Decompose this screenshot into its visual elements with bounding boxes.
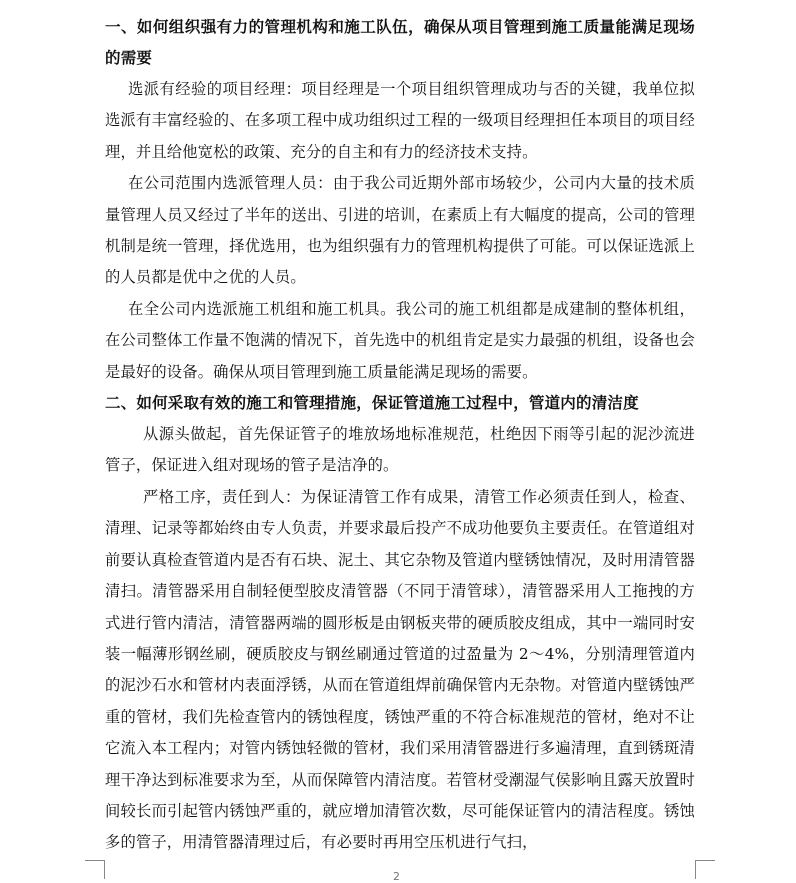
crop-mark-left-vertical <box>104 860 105 879</box>
crop-mark-left-horizontal <box>85 860 105 861</box>
section-2-paragraph-2: 严格工序，责任到人：为保证清管工作有成果，清管工作必须责任到人，检查、清理、记录等都始终由专人负责，并要求最后投产不成功他要负主要责任。在管道组对前要认真检查管道内是否有石块、泥土、其它杂物及管道内壁锈蚀情况，及时用清管器清扫。清管器采用自制轻便型胶皮清管器（不同于清管球），清管器采用人工拖拽的方式进行管内清洁，清管器两端的圆形板是由钢板夹带的硬质胶皮组成，其中一端同时安装一幅薄形钢丝刷，硬质胶皮与钢丝刷通过管道的过盈量为 2～4%，分别清理管道内的泥沙石水和管材内表面浮锈，从而在管道组焊前确保管内无杂物。对管道内壁锈蚀严重的管材，我们先检查管内的锈蚀程度，锈蚀严重的不符合标准规范的管材，绝对不让它流入本工程内；对管内锈蚀轻微的管材，我们采用清管器进行多遍清理，直到锈斑清理干净达到标准要求为至，从而保障管内清洁度。若管材受潮湿气侯影响且露天放置时间较长而引起管内锈蚀严重的，就应增加清管次数，尽可能保证管内的清洁程度。锈蚀多的管子，用清管器清理过后，有必要时再用空压机进行气扫， <box>105 487 695 852</box>
section-1-paragraph-2: 在公司范围内选派管理人员：由于我公司近期外部市场较少，公司内大量的技术质量管理人员又经过了半年的送出、引进的培训，在素质上有大幅度的提高，公司的管理机制是统一管理，择优选用，也为组织强有力的管理机构提供了可能。可以保证选派上的人员都是优中之优的人员。 <box>105 174 695 287</box>
section-2-paragraph-1: 从源头做起，首先保证管子的堆放场地标准规范，杜绝因下雨等引起的泥沙流进管子，保证进入组对现场的管子是洁净的。 <box>105 425 695 475</box>
document-body <box>105 12 695 859</box>
crop-mark-right-horizontal <box>695 860 715 861</box>
section-2-heading: 二、如何采取有效的施工和管理措施，保证管道施工过程中，管道内的清洁度 <box>105 394 639 413</box>
section-1-heading: 一、如何组织强有力的管理机构和施工队伍，确保从项目管理到施工质量能满足现场的需要 <box>105 18 695 67</box>
section-1-paragraph-3: 在全公司内选派施工机组和施工机具。我公司的施工机组都是成建制的整体机组，在公司整体工作量不饱满的情况下，首先选中的机组肯定是实力最强的机组，设备也会是最好的设备。确保从项目管理到施工质量能满足现场的需要。 <box>105 299 695 381</box>
section-1-paragraph-1: 选派有经验的项目经理：项目经理是一个项目组织管理成功与否的关键，我单位拟选派有丰富经验的、在多项工程中成功组织过工程的一级项目经理担任本项目的项目经理，并且给他宽松的政策、充分的自主和有力的经济技术支持。 <box>105 80 695 161</box>
page-number: 2 <box>393 870 400 883</box>
crop-mark-right-vertical <box>695 860 696 879</box>
